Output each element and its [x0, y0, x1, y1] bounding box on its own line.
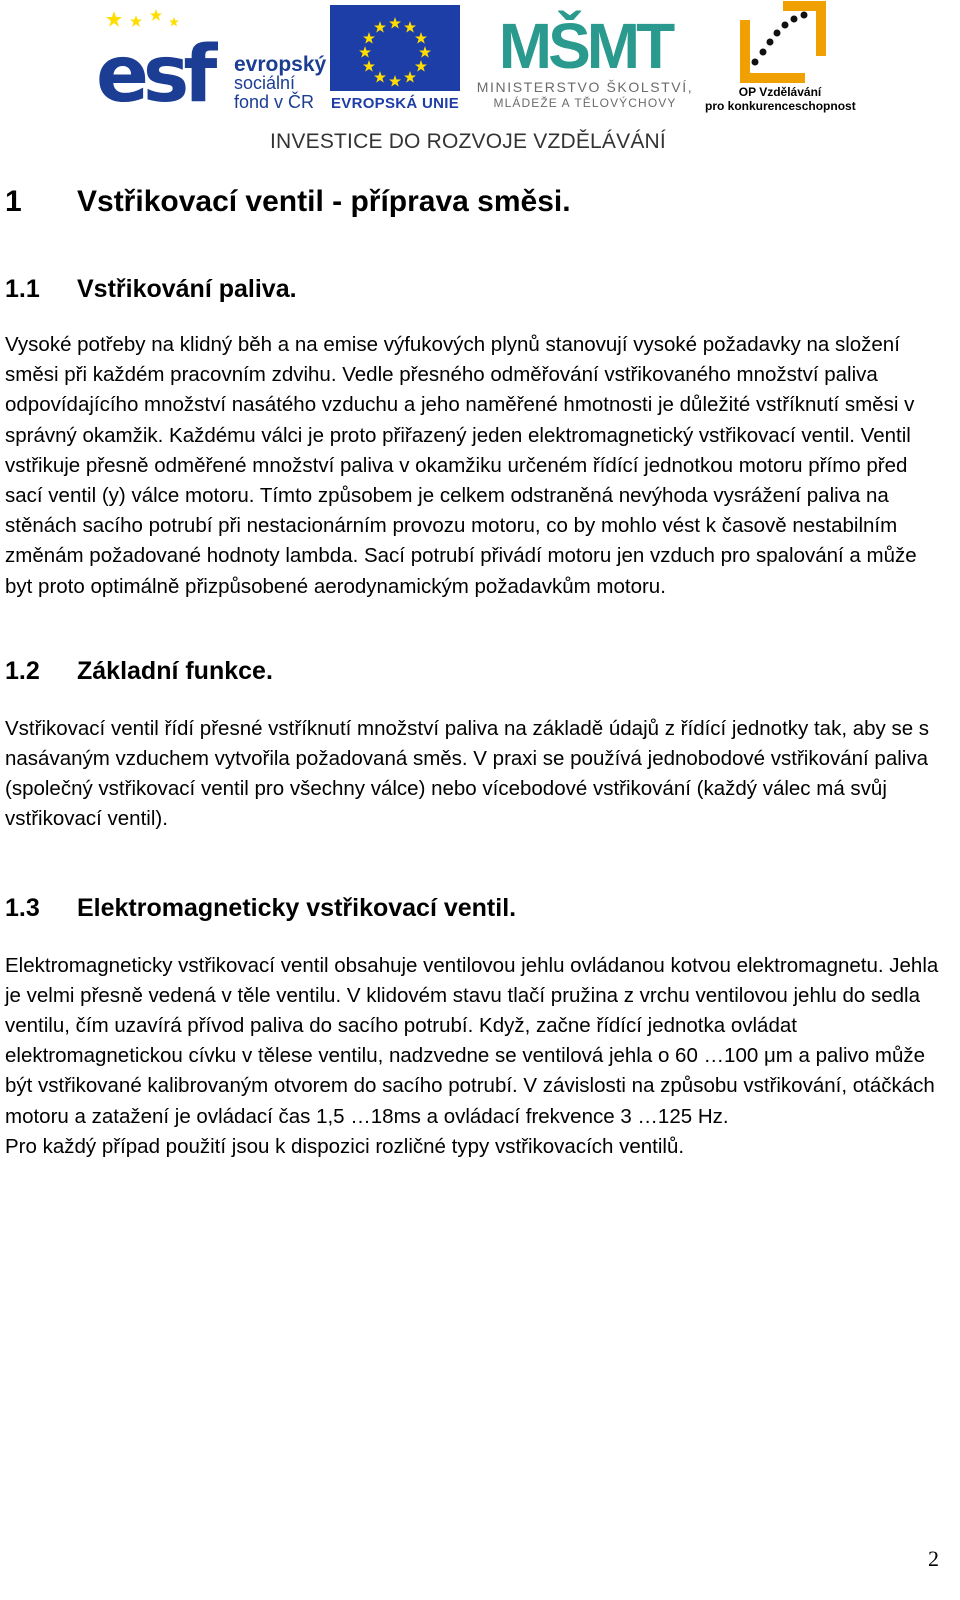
esf-line-3: fond v ČR	[234, 92, 315, 112]
esf-line-2: sociální	[234, 73, 296, 93]
document-body	[5, 180, 940, 1162]
esf-logo-text	[234, 55, 326, 112]
section-number: 1.1	[5, 275, 40, 303]
eu-logo-label: EVROPSKÁ UNIE	[330, 95, 460, 112]
chapter-number: 1	[5, 185, 22, 218]
page-number: 2	[928, 1546, 939, 1571]
paragraph-elektromagneticky-ventil: Elektromagneticky vstřikovací ventil obsahuje ventilovou jehlu ovládanou kotvou elektromagnetu. Jehla je velmi přesně vedená v těle ventilu. V klidovém stavu tlačí pružina z vrchu ventilovou jehlu do sedla ventilu, čím uzavírá přívod paliva do sacího potrubí. Když, začne řídící jednotka ovládat elektromagnetickou cívku v tělese ventilu, nadzvedne se ventilová jehla o 60 …100 μm a palivo může být vstřikované kalibrovaným otvorem do sacího potrubí. V závislosti na způsobu vstřikování, otáčkách motoru a zatažení je ovládací čas 1,5 …18ms a ovládací frekvence 3 …125 Hz.	[5, 953, 939, 1128]
msmt-line-2: MLÁDEŽE A TĚLOVÝCHOVY	[493, 96, 677, 110]
opvk-mark-icon	[735, 0, 831, 84]
section-title: Elektromagneticky vstřikovací ventil.	[77, 893, 517, 922]
section-heading-1-1	[5, 272, 940, 306]
section-number: 1.3	[5, 893, 40, 922]
section-title: Vstřikování paliva.	[77, 275, 297, 303]
msmt-line-1: MINISTERSTVO ŠKOLSTVÍ,	[476, 79, 694, 95]
paragraph-typy-ventilu: Pro každý případ použití jsou k dispozici rozličné typy vstřikovacích ventilů.	[5, 1134, 685, 1158]
eu-stars-circle-icon	[330, 5, 460, 91]
esf-logo	[96, 5, 327, 120]
opvk-logo	[705, 0, 855, 118]
esf-line-1: evropský	[234, 53, 327, 76]
header-logos	[0, 0, 960, 160]
opvk-line-2: pro konkurenceschopnost	[705, 99, 856, 113]
chapter-title: Vstřikovací ventil - příprava směsi.	[77, 185, 571, 218]
paragraph-zakladni-funkce: Vstřikovací ventil řídí přesné vstříknutí množství paliva na základě údajů z řídící jednotky tak, aby se s nasávaným vzduchem vytvořila požadovaná směs. V praxi se používá jednobodové vstřikování paliva (společný vstřikovací ventil pro všechny válce) nebo vícebodové vstřikování (každý válec má svůj vstřikovací ventil).	[5, 716, 930, 831]
msmt-mark-icon	[498, 0, 672, 82]
chapter-heading	[5, 180, 940, 224]
opvk-line-1: OP Vzdělávání	[738, 85, 822, 99]
section-heading-1-2	[5, 654, 940, 688]
section-title: Základní funkce.	[77, 656, 273, 685]
paragraph-vstrikovani-paliva: Vysoké potřeby na klidný běh a na emise výfukových plynů stanovují vysoké požadavky na složení směsi při každém pracovním zdvihu. Vedle přesného odměřování vstřikovaného množství paliva odpovídajícího množství nasátého vzduchu a jeho naměřené hmotnosti je důležité vstříknutí směsi v správný okamžik. Každému válci je proto přiřazený jeden elektromagnetický vstřikovací ventil. Ventil vstřikuje přesně odměřené množství paliva v okamžiku určeném řídící jednotkou motoru přímo před sací ventil (y) válce motoru. Tímto způsobem je celkem odstraněná nevýhoda vysrážení paliva na stěnách sacího potrubí při nestacionárním provozu motoru, co by mohlo vést k časově nestabilním změnám požadované hodnoty lambda. Sací potrubí přivádí motoru jen vzduch pro spalování a může byt proto optimálně přizpůsobené aerodynamickým požadavkům motoru.	[5, 333, 917, 598]
msmt-logo	[470, 0, 700, 116]
esf-logo-word: esf	[96, 30, 212, 120]
msmt-logo-word: MŠMT	[498, 10, 672, 82]
section-number: 1.2	[5, 656, 40, 685]
section-heading-1-3	[5, 891, 940, 925]
eu-flag-icon	[330, 5, 460, 91]
investice-slogan: INVESTICE DO ROZVOJE VZDĚLÁVÁNÍ	[270, 130, 666, 153]
eu-logo	[330, 5, 460, 115]
